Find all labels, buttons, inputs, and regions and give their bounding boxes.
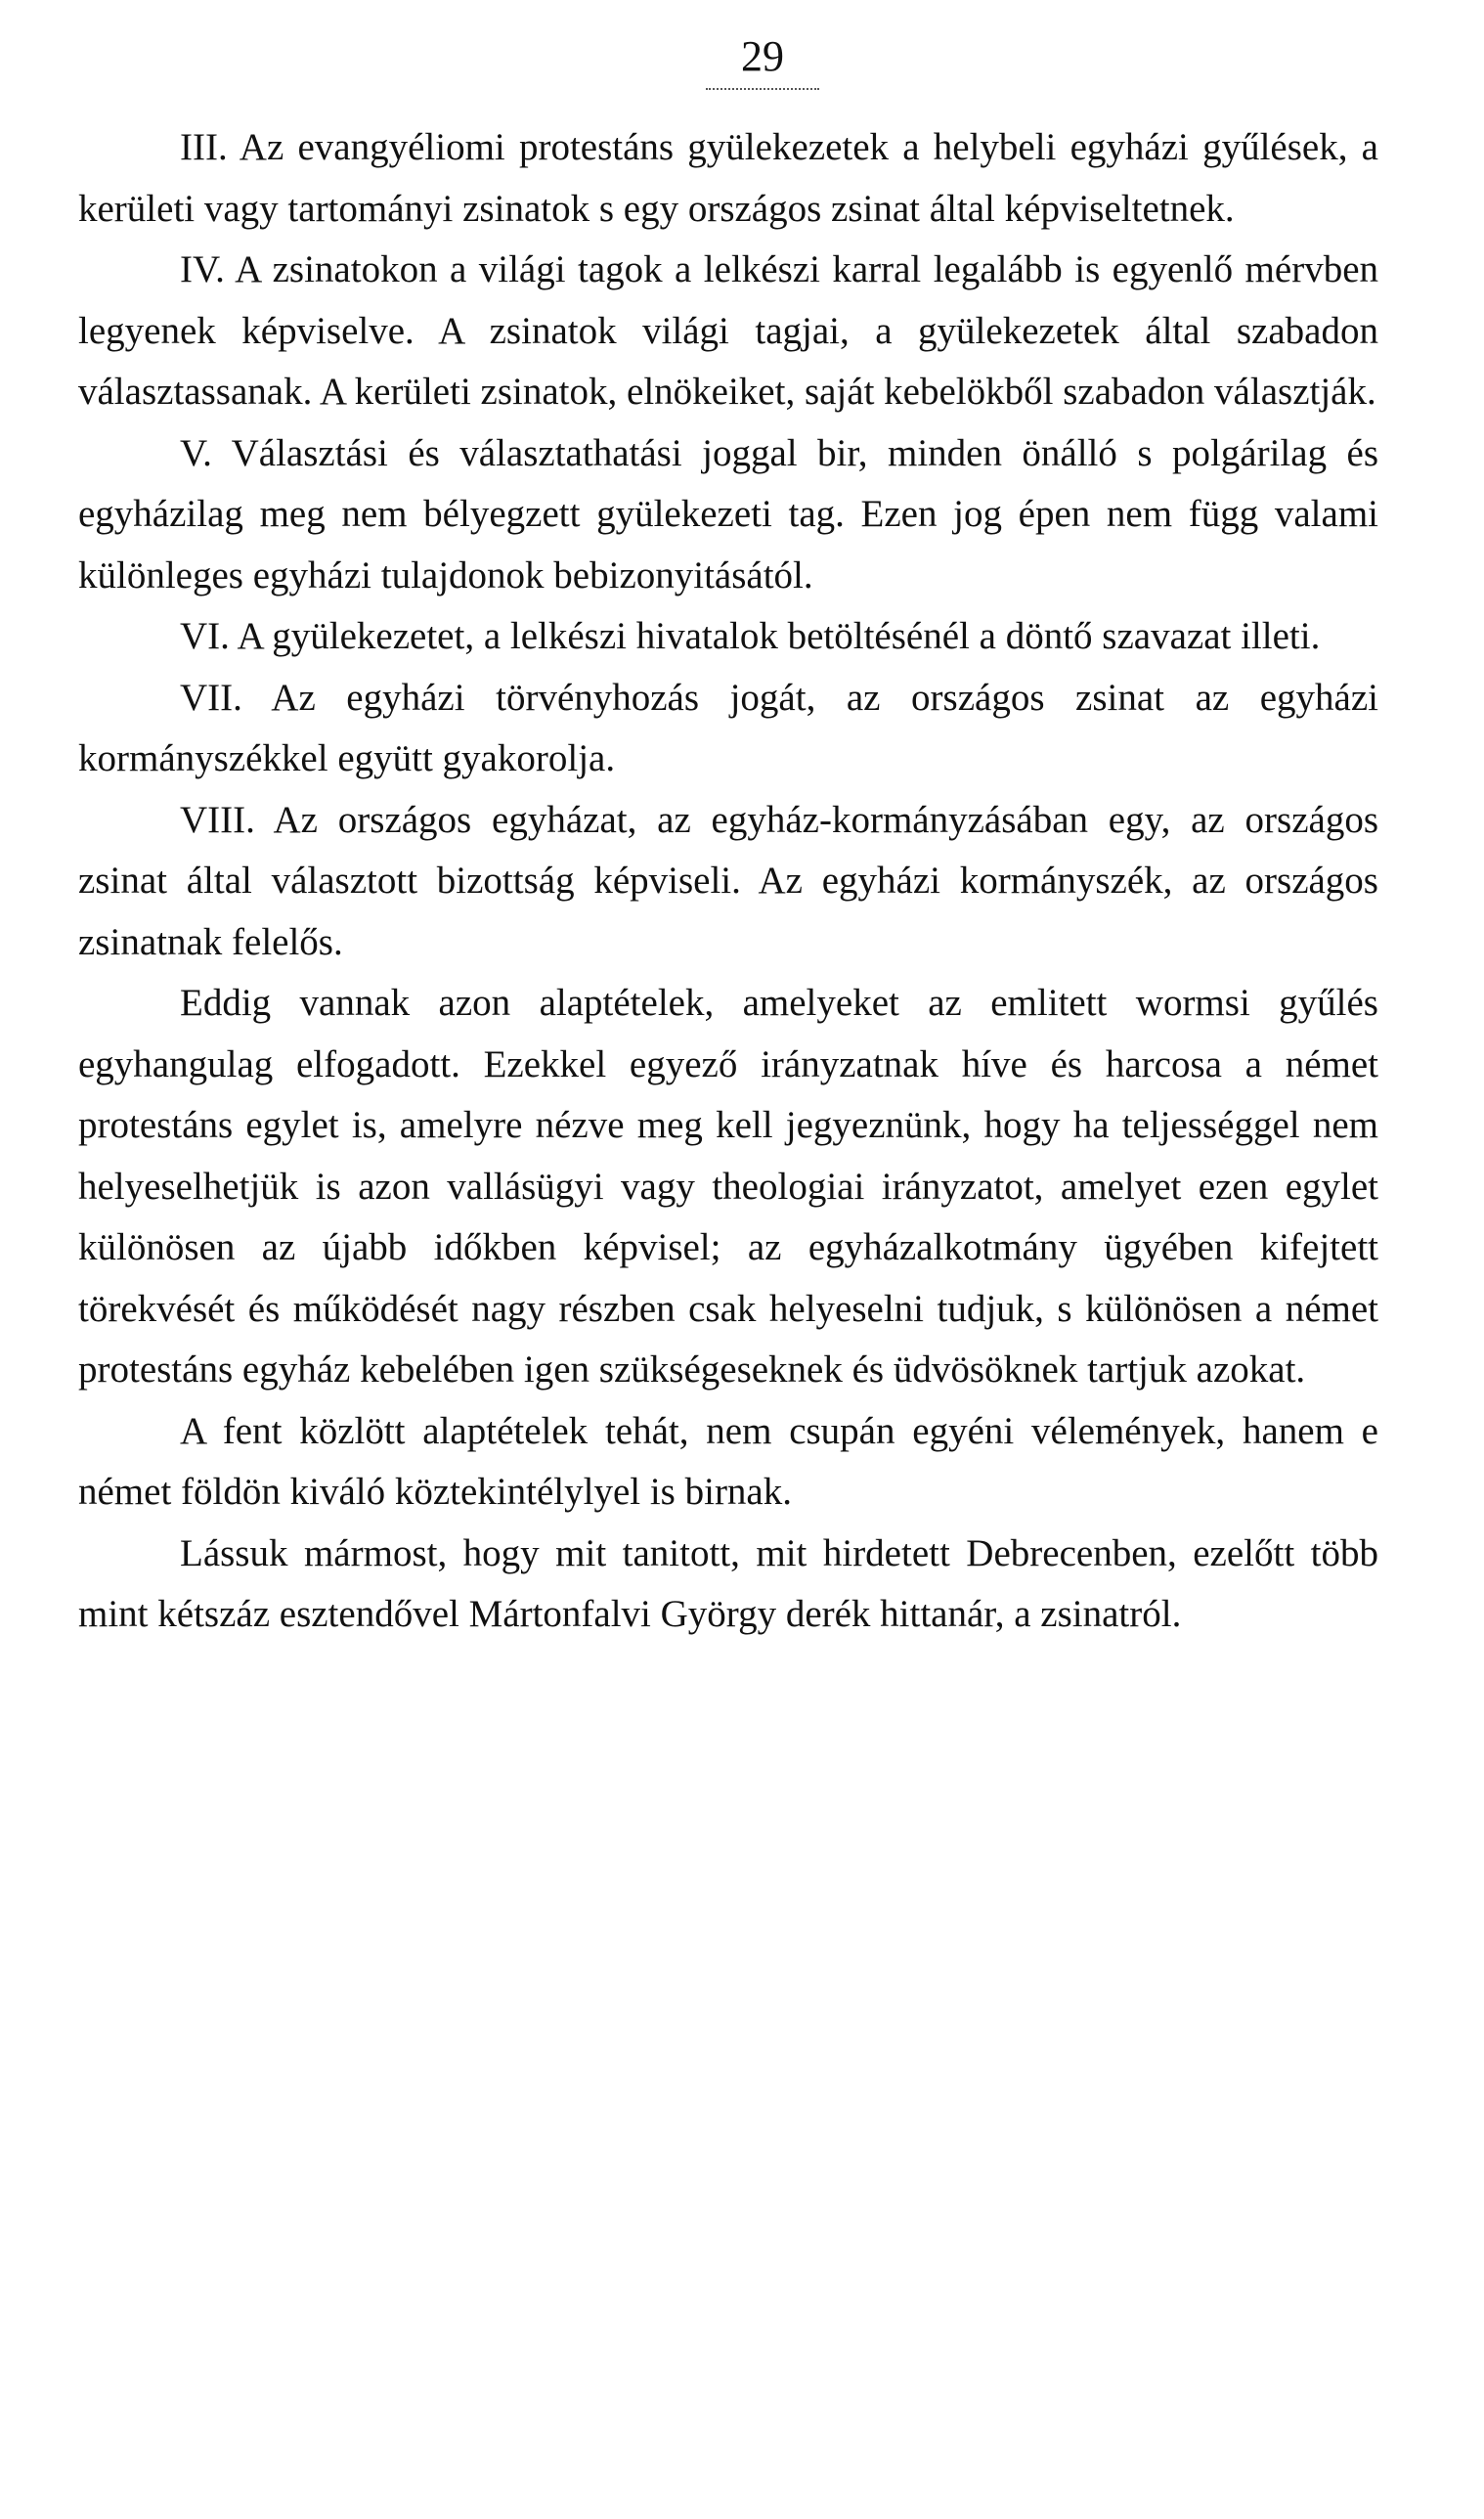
- paragraph-article-8: VIII. Az országos egyházat, az egyház-kormányzásában egy, az országos zsinat által választott bizottság képviseli. Az egyházi kormányszék, az országos zsinatnak felelős.: [78, 798, 1378, 963]
- paragraph-article-4: IV. A zsinatokon a világi tagok a lelkészi karral legalább is egyenlő mérvben legyenek képviselve. A zsinatok világi tagjai, a gyülekezetek által szabadon választassanak. A kerületi zsinatok, elnökeiket, saját kebelökből szabadon választják.: [78, 248, 1378, 413]
- paragraph-article-6: VI. A gyülekezetet, a lelkészi hivatalok betöltésénél a döntő szavazat illeti.: [180, 615, 1321, 657]
- page-number-text: 29: [706, 29, 819, 90]
- paragraph-authority: A fent közlött alaptételek tehát, nem csupán egyéni vélemények, hanem e német földön kiváló köztekintélylyel is birnak.: [78, 1409, 1378, 1513]
- paragraph-commentary: Eddig vannak azon alaptételek, amelyeket az emlitett wormsi gyűlés egyhangulag elfogadott. Ezekkel egyező irányzatnak híve és harcosa a német protestáns egylet is, amelyre nézve meg kell jegyeznünk, hogy ha teljességgel nem helyeselhetjük is azon vallásügyi vagy theologiai irányzatot, amelyet ezen egylet különösen az újabb időkben képvisel; az egyházalkotmány ügyében kifejtett törekvését és működését nagy részben csak helyeselni tudjuk, s különösen a német protestáns egyház kebelében igen szükségeseknek és üdvösöknek tartjuk azokat.: [78, 982, 1378, 1391]
- body-text: [78, 117, 1378, 1646]
- paragraph-martonfalvi: Lássuk mármost, hogy mit tanitott, mit hirdetett Debrecenben, ezelőtt több mint kétszáz esztendővel Mártonfalvi György derék hittanár, a zsinatról.: [78, 1531, 1378, 1635]
- page-number: [78, 29, 1378, 90]
- book-page: [78, 29, 1378, 1646]
- paragraph-article-3: III. Az evangyéliomi protestáns gyülekezetek a helybeli egyházi gyűlések, a kerületi vagy tartományi zsinatok s egy országos zsinat által képviseltetnek.: [78, 126, 1378, 230]
- paragraph-article-7: VII. Az egyházi törvényhozás jogát, az országos zsinat az egyházi kormányszékkel együtt gyakorolja.: [78, 676, 1378, 779]
- paragraph-article-5: V. Választási és választathatási joggal bir, minden önálló s polgárilag és egyházilag meg nem bélyegzett gyülekezeti tag. Ezen jog épen nem függ valami különleges egyházi tulajdonok bebizonyitásától.: [78, 431, 1378, 597]
